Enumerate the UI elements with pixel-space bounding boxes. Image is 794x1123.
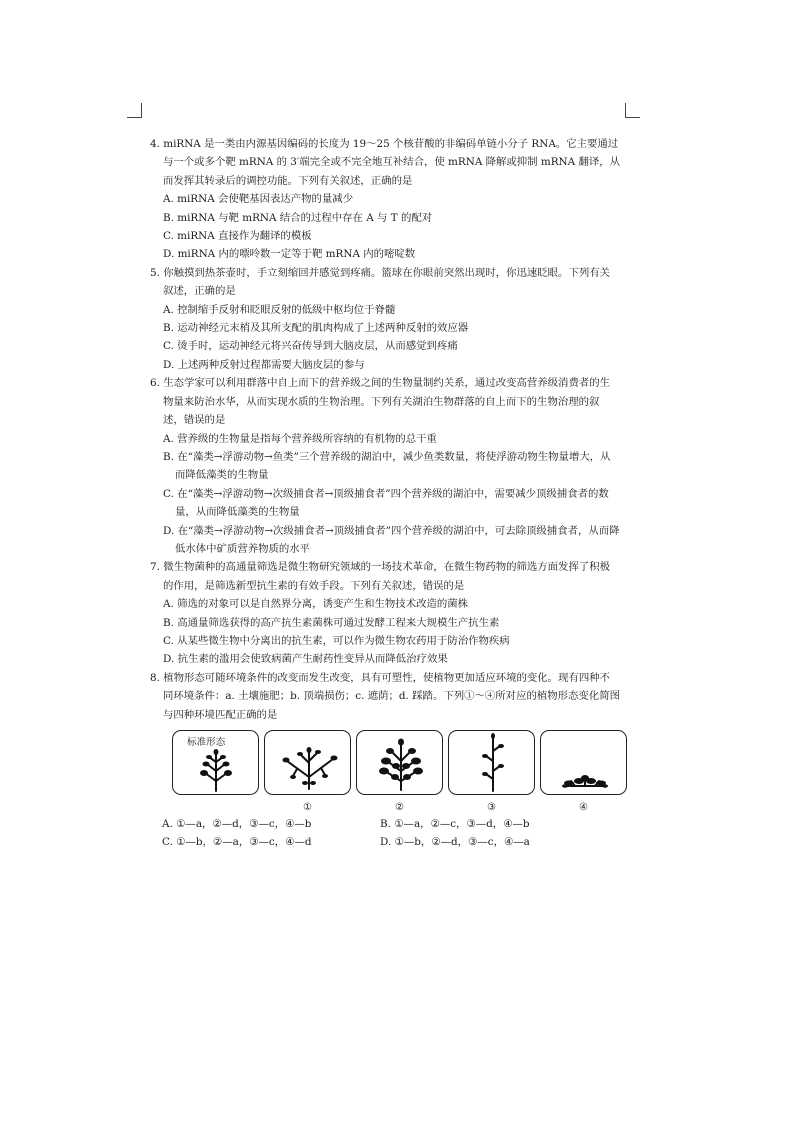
q7-option-c: C. 从某些微生物中分离出的抗生素，可以作为微生物农药用于防治作物疾病 xyxy=(163,634,510,647)
tall-plant-icon xyxy=(449,731,536,796)
question-6 xyxy=(150,374,620,558)
q5-option-c: C. 烫手时，运动神经元将兴奋传导到大脑皮层，从而感觉到疼痛 xyxy=(163,340,458,353)
q7-option-a: A. 筛选的对象可以是自然界分离，诱变产生和生物技术改造的菌株 xyxy=(163,598,469,611)
crop-mark-top-left xyxy=(127,103,142,118)
figure-3-label: ③ xyxy=(487,802,496,813)
q7-option-b: B. 高通量筛选获得的高产抗生素菌株可通过发酵工程来大规模生产抗生素 xyxy=(163,616,500,629)
figure-2-box xyxy=(356,730,443,795)
q8-option-a: A. ①—a，②—d，③—c，④—b xyxy=(162,818,312,830)
question-7-stem: 7. 微生物菌种的高通量筛选是微生物研究领域的一场技术革命，在微生物药物的筛选方面发挥了积极的作用，是筛选新型抗生素的有效手段。下列有关叙述，错误的是 xyxy=(150,561,611,592)
question-8 xyxy=(150,669,620,852)
question-6-stem: 6. 生态学家可以利用群落中自上而下的营养级之间的生物量制约关系，通过改变高营养级消费者的生物量来防治水华，从而实现水质的生物治理。下列有关湖泊生物群落的自上而下的生物治理的叙述，错误的是 xyxy=(150,377,611,427)
q5-option-b: B. 运动神经元末梢及其所支配的肌肉构成了上述两种反射的效应器 xyxy=(163,322,469,335)
figure-3-box xyxy=(448,730,535,795)
figure-standard xyxy=(172,730,259,813)
figure-standard-label: 标准形态 xyxy=(187,737,226,748)
question-4 xyxy=(150,135,620,264)
figure-2-label: ② xyxy=(395,802,404,813)
q4-option-d: D. miRNA 内的嘌呤数一定等于靶 mRNA 内的嘧啶数 xyxy=(163,248,416,261)
q5-option-a: A. 控制缩手反射和眨眼反射的低级中枢均位于脊髓 xyxy=(163,303,396,316)
plant-figure-row xyxy=(172,730,620,813)
q6-option-a: A. 营养级的生物量是指每个营养级所容纳的有机物的总干重 xyxy=(163,432,437,445)
figure-1 xyxy=(264,730,351,813)
figure-standard-box xyxy=(172,730,259,795)
question-8-stem: 8. 植物形态可随环境条件的改变而发生改变，具有可塑性，使植物更加适应环境的变化。现有四种不同环境条件：a. 土壤施肥；b. 顶端损伤；c. 遮荫；d. 踩踏。下列①～④所对应的植物形态变化简图与四种环境匹配正确的是 xyxy=(150,671,620,721)
exam-page xyxy=(150,135,620,852)
flattened-plant-icon xyxy=(541,731,628,796)
q8-option-b: B. ①—a，②—c，③—d，④—b xyxy=(380,818,530,830)
q8-options xyxy=(150,815,620,852)
question-4-stem: 4. miRNA 是一类由内源基因编码的长度为 19～25 个核苷酸的非编码单链小分子 RNA。它主要通过与一个或多个靶 mRNA 的 3′端完全或不完全地互补结合，使 mRNA 降解或抑制 mRNA 翻译，从而发挥其转录后的调控功能。下列有关叙述，正确的是 xyxy=(150,138,621,187)
crop-mark-top-right xyxy=(625,103,640,118)
figure-4-label: ④ xyxy=(579,802,588,813)
figure-1-label: ① xyxy=(303,802,312,813)
q6-option-c: C. 在“藻类→浮游动物→次级捕食者→顶级捕食者”四个营养级的湖泊中，需要减少顶级捕食者的数量，从而降低藻类的生物量 xyxy=(163,487,609,519)
q8-option-c: C. ①—b，②—a，③—c，④—d xyxy=(162,836,312,849)
standard-plant-icon xyxy=(173,731,260,796)
question-5 xyxy=(150,264,620,374)
q6-option-b: B. 在“藻类→浮游动物→鱼类”三个营养级的湖泊中，减少鱼类数量，将使浮游动物生物量增大，从而降低藻类的生物量 xyxy=(163,450,611,482)
q7-option-d: D. 抗生素的滥用会使致病菌产生耐药性变异从而降低治疗效果 xyxy=(163,653,448,666)
q4-option-b: B. miRNA 与靶 mRNA 结合的过程中存在 A 与 T 的配对 xyxy=(163,211,433,224)
q8-option-d: D. ①—b，②—d，③—c，④—a xyxy=(380,836,530,849)
figure-4-box xyxy=(540,730,627,795)
q5-option-d: D. 上述两种反射过程都需要大脑皮层的参与 xyxy=(163,358,365,371)
figure-3 xyxy=(448,730,535,813)
figure-2 xyxy=(356,730,443,813)
branched-plant-icon xyxy=(265,731,352,796)
question-7 xyxy=(150,558,620,668)
figure-4 xyxy=(540,730,627,813)
q4-option-a: A. miRNA 会使靶基因表达产物的量减少 xyxy=(163,193,354,206)
q6-option-d: D. 在“藻类→浮游动物→次级捕食者→顶级捕食者”四个营养级的湖泊中，可去除顶级捕食者，从而降低水体中矿质营养物质的水平 xyxy=(163,524,620,555)
bushy-plant-icon xyxy=(357,731,444,796)
q4-option-c: C. miRNA 直接作为翻译的模板 xyxy=(163,230,312,243)
figure-1-box xyxy=(264,730,351,795)
question-5-stem: 5. 你触摸到热茶壶时，手立刻缩回并感觉到疼痛。篮球在你眼前突然出现时，你迅速眨眼。下列有关叙述，正确的是 xyxy=(150,266,611,298)
